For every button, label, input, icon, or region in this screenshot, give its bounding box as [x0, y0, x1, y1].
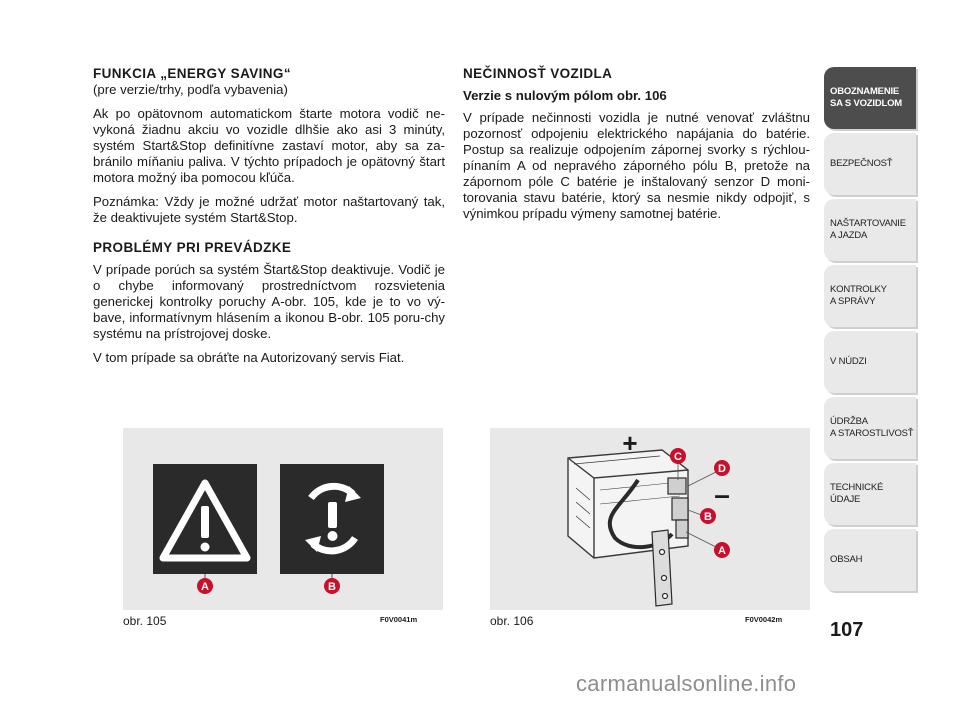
watermark: carmanualsonline.info [576, 671, 797, 696]
figure-106-caption: obr. 106 [490, 614, 534, 628]
label-d: D [718, 463, 726, 475]
mounting-bracket [652, 530, 672, 606]
battery-illustration [490, 428, 810, 610]
energy-saving-note: Poznámka: Vždy je možné udržať motor naštartovaný tak, že deaktivujete systém Start&Stop. [93, 194, 445, 225]
figure-106 [490, 428, 810, 610]
tab-label: KONTROLKY A SPRÁVY [830, 284, 887, 307]
energy-saving-subheading: (pre verzie/trhy, podľa vybavenia) [93, 82, 288, 97]
figure-105-code: F0V0041m [380, 615, 418, 624]
chapter-tabs [824, 67, 916, 595]
tab-technicke-udaje[interactable] [824, 463, 916, 525]
left-column [93, 66, 445, 374]
tab-kontrolky[interactable] [824, 265, 916, 327]
tab-label: NAŠTARTOVANIE A JAZDA [830, 218, 906, 241]
battery-body [568, 450, 688, 558]
tab-label: OBOZNAMENIE SA S VOZIDLOM [830, 86, 902, 109]
inactivity-paragraph: V prípade nečinnosti vozidla je nutné venovať zvláštnu pozornosť odpojeniu elektrického napájania do batérie. Postup sa realizuje odpojením zápornej svorky s rýchlou-pínaním A od nepravého záporného pólu B, pretože na zápornom póle C batérie je inštalovaný senzor D moni-torovania stavu batérie, ktorý sa nesmie nikdy odpojiť, s výnimkou prípadu výmeny samotnej batérie. [463, 110, 810, 221]
tab-label: BEZPEČNOSŤ [830, 158, 893, 169]
inactivity-heading: NEČINNOSŤ VOZIDLA [463, 66, 613, 81]
tab-label: OBSAH [830, 554, 863, 565]
problems-service-paragraph: V tom prípade sa obráťte na Autorizovaný servis Fiat. [93, 350, 405, 365]
tab-label: ÚDRŽBA A STAROSTLIVOSŤ [830, 416, 914, 439]
tab-v-nudzi[interactable] [824, 331, 916, 393]
figure-106-code: F0V0042m [745, 615, 783, 624]
tab-obsah[interactable] [824, 529, 916, 591]
warning-lights-illustration [123, 428, 443, 610]
tab-label: TECHNICKÉ ÚDAJE [830, 482, 884, 505]
tab-udrzba[interactable] [824, 397, 916, 459]
plus-sign: + [622, 428, 638, 458]
label-a: A [201, 581, 209, 593]
figure-105 [123, 428, 443, 610]
problems-heading: PROBLÉMY PRI PREVÁDZKE [93, 240, 292, 255]
minus-sign: – [714, 479, 730, 510]
energy-saving-heading: FUNKCIA „ENERGY SAVING“ [93, 66, 291, 81]
problems-paragraph: V prípade porúch sa systém Štart&Stop deaktivuje. Vodič je o chybe informovaný prostredníctvom rozsvietenia generickej kontrolky poruchy A-obr. 105, kde je to vo vý-bave, informatívnym hlásením a ikonou B-obr. 105 poru-chy systému na prístrojovej doske. [93, 262, 445, 341]
tab-oboznamenie[interactable] [824, 67, 916, 129]
zero-pole-subheading: Verzie s nulovým pólom obr. 106 [463, 88, 667, 103]
figure-105-caption: obr. 105 [123, 614, 167, 628]
label-c: C [674, 451, 682, 463]
tab-label: V NÚDZI [830, 356, 867, 367]
energy-saving-paragraph: Ak po opätovnom automatickom štarte motora vodič ne-vykoná žiadnu akciu vo vozidle dlhšie ako asi 3 minúty, systém Start&Stop definitívne zastaví motor, aby sa za-bránilo míňaniu paliva. V týchto prípadoch je opätovný štart motora možný iba pomocou kľúča. [93, 106, 445, 185]
tab-nastartovanie[interactable] [824, 199, 916, 261]
right-column [463, 66, 810, 230]
label-a: A [718, 545, 726, 557]
label-b: B [328, 581, 336, 593]
label-b: B [704, 511, 712, 523]
page-number: 107 [830, 619, 864, 641]
tab-bezpecnost[interactable] [824, 133, 916, 195]
